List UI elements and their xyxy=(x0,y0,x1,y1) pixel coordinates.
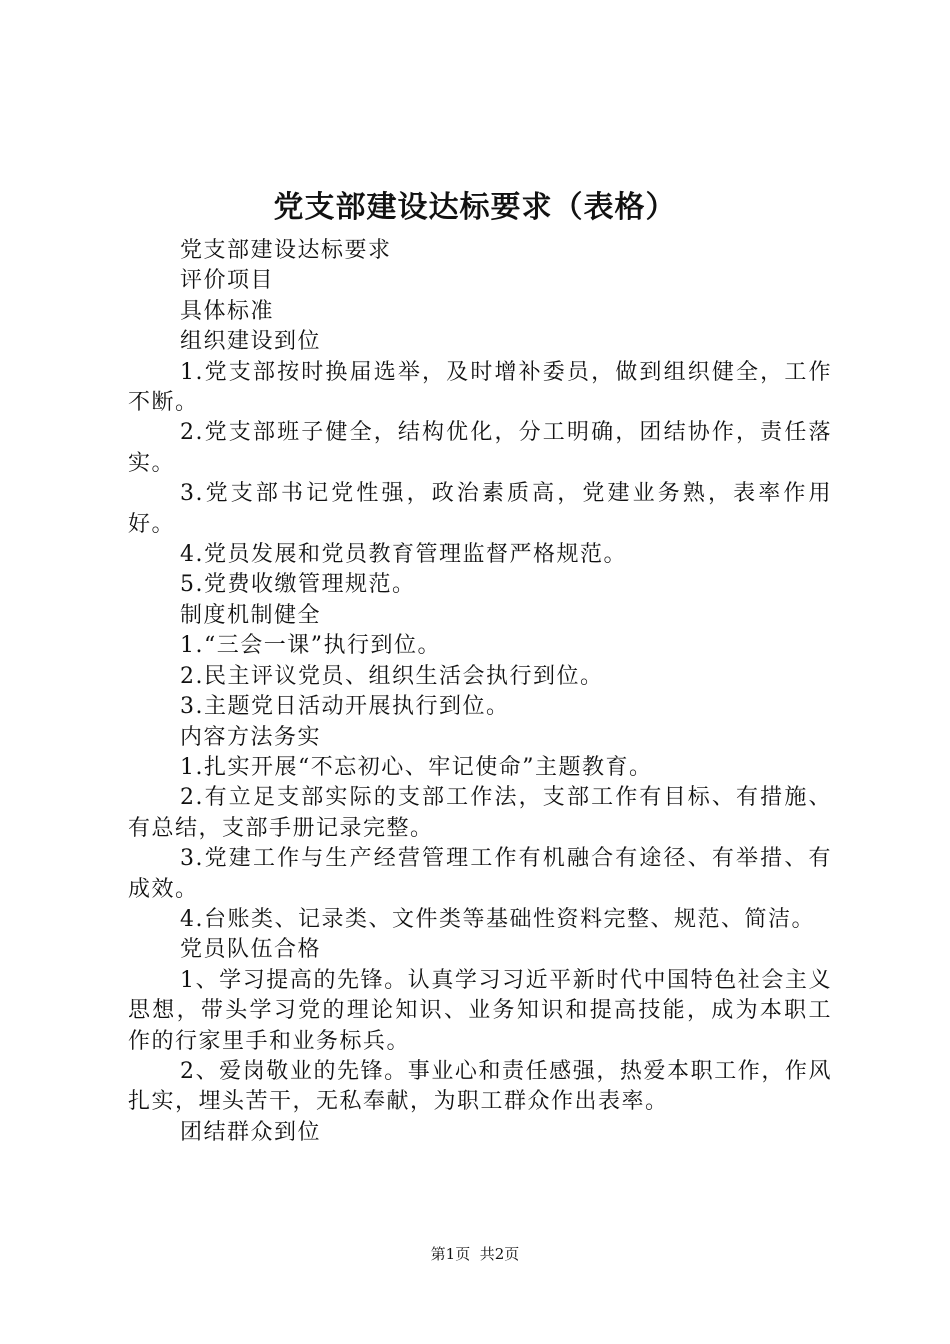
section-heading: 团结群众到位 xyxy=(180,1119,322,1145)
paragraph: 2.党支部班子健全，结构优化，分工明确，团结协作，责任落实。 xyxy=(128,420,832,476)
paragraph: 3.党建工作与生产经营管理工作有机融合有途径、有举措、有成效。 xyxy=(128,846,832,902)
section-heading: 制度机制健全 xyxy=(180,602,322,628)
footer-separator xyxy=(470,1245,480,1263)
section-heading: 评价项目 xyxy=(180,268,275,294)
paragraph: 1.扎实开展“不忘初心、牢记使命”主题教育。 xyxy=(180,754,653,780)
paragraph: 3.党支部书记党性强，政治素质高，党建业务熟，表率作用好。 xyxy=(128,481,832,537)
paragraph: 4.党员发展和党员教育管理监督严格规范。 xyxy=(180,542,627,568)
section-heading: 具体标准 xyxy=(180,298,275,324)
section-heading: 内容方法务实 xyxy=(180,724,322,750)
document-body xyxy=(128,236,832,1148)
page-total: 共2页 xyxy=(479,1245,520,1263)
paragraph: 党支部建设达标要求 xyxy=(180,238,392,263)
section-heading: 党员队伍合格 xyxy=(180,937,322,963)
paragraph: 5.党费收缴管理规范。 xyxy=(180,572,416,598)
document-title: 党支部建设达标要求（表格） xyxy=(273,190,677,225)
paragraph: 2.民主评议党员、组织生活会执行到位。 xyxy=(180,663,604,689)
paragraph: 2.有立足支部实际的支部工作法，支部工作有目标、有措施、有总结，支部手册记录完整。 xyxy=(128,785,832,841)
paragraph: 1.党支部按时换届选举，及时增补委员，做到组织健全，工作不断。 xyxy=(128,359,832,416)
paragraph: 4.台账类、记录类、文件类等基础性资料完整、规范、简洁。 xyxy=(180,906,815,932)
section-heading: 组织建设到位 xyxy=(180,329,322,355)
paragraph: 1、学习提高的先锋。认真学习习近平新时代中国特色社会主义思想，带头学习党的理论知识、业务知识和提高技能，成为本职工作的行家里手和业务标兵。 xyxy=(128,967,832,1054)
page-footer xyxy=(0,1244,950,1264)
paragraph: 1.“三会一课”执行到位。 xyxy=(180,633,441,659)
paragraph: 2、爱岗敬业的先锋。事业心和责任感强，热爱本职工作，作风扎实，埋头苦干，无私奉献，为职工群众作出表率。 xyxy=(128,1058,832,1115)
page-number: 第1页 xyxy=(430,1245,471,1263)
paragraph: 3.主题党日活动开展执行到位。 xyxy=(180,694,510,720)
